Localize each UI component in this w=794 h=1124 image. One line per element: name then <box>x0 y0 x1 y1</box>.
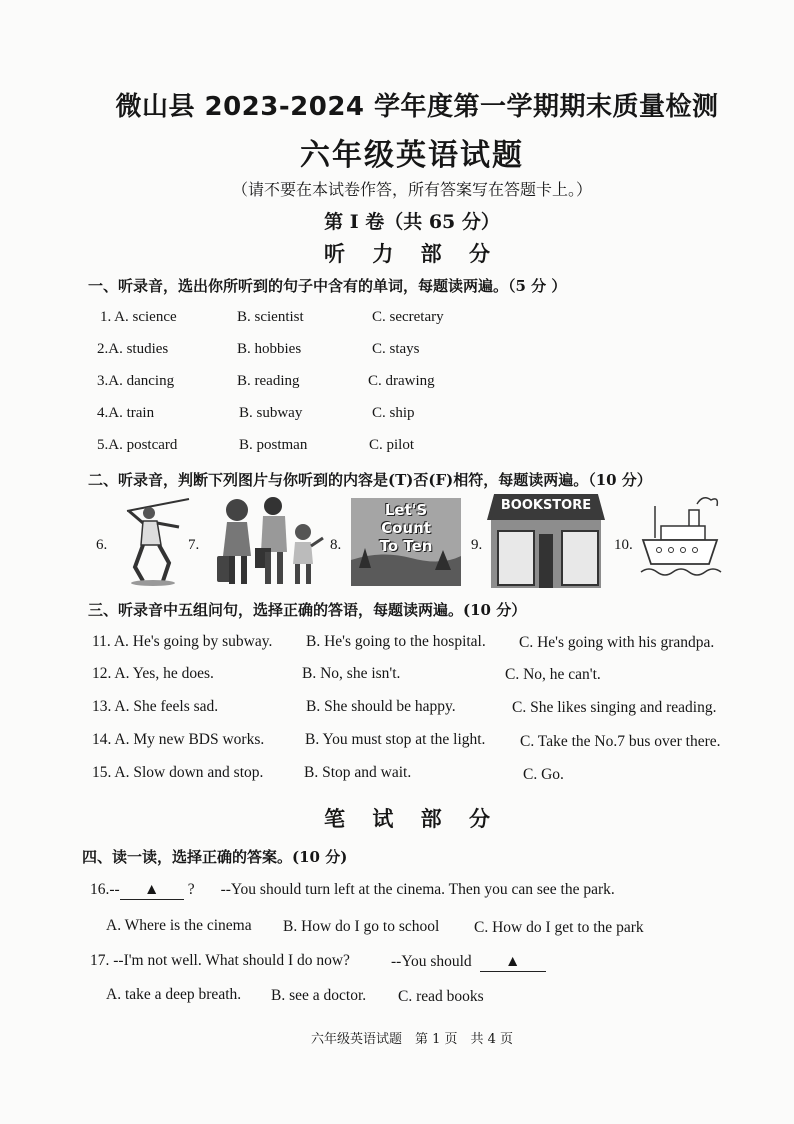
q12-option-a: 12. A. Yes, he does. <box>92 665 214 682</box>
q17-option-c: C. read books <box>398 988 484 1005</box>
q15-option-a: 15. A. Slow down and stop. <box>92 764 264 781</box>
q2-option-c: C. stays <box>372 341 420 357</box>
q14-option-a: 14. A. My new BDS works. <box>92 731 265 748</box>
q13-option-a: 13. A. She feels sad. <box>92 698 219 715</box>
q11-option-c: C. He's going with his grandpa. <box>519 634 715 651</box>
book-title-text <box>351 501 461 555</box>
section4-instruction: 四、读一读，选择正确的答案。(10 分) <box>82 848 348 866</box>
q5-option-b: B. postman <box>239 437 308 453</box>
bookstore-picture <box>487 494 605 588</box>
page-footer: 六年级英语试题 第 1 页 共 4 页 <box>310 1032 514 1047</box>
q16-question-mark: ? <box>187 881 195 898</box>
family-travel-picture <box>207 496 327 588</box>
q14-option-c: C. Take the No.7 bus over there. <box>520 733 721 750</box>
listening-heading: 听 力 部 分 <box>324 241 500 266</box>
q3-option-a: 3.A. dancing <box>97 373 175 389</box>
kung-fu-figure-picture <box>113 497 193 587</box>
q16-response: --You should turn left at the cinema. Then you can see the park. <box>220 881 615 898</box>
q11-option-a: 11. A. He's going by subway. <box>92 633 273 650</box>
q17-answer-blank: ▲ <box>480 953 546 972</box>
book-title-line: To Ten <box>379 537 433 555</box>
book-title-line: Count <box>381 519 431 537</box>
q4-option-b: B. subway <box>239 405 303 421</box>
bookstore-sign-text: BOOKSTORE <box>500 498 592 513</box>
q16-option-b: B. How do I go to school <box>283 918 440 935</box>
picture-6-number: 6. <box>96 537 108 553</box>
answer-note: （请不要在本试卷作答，所有答案写在答题卡上。） <box>231 180 592 199</box>
q12-option-c: C. No, he can't. <box>505 666 601 683</box>
q16-answer-blank: ▲ <box>120 881 184 900</box>
picture-10-number: 10. <box>614 537 633 553</box>
q16-prefix: 16.-- <box>90 881 120 898</box>
section2-instruction: 二、听录音，判断下列图片与你听到的内容是(T)否(F)相符，每题读两遍。（10 分） <box>88 471 652 489</box>
q13-option-c: C. She likes singing and reading. <box>512 699 717 716</box>
q17-answer-prefix: --You should <box>391 953 472 970</box>
q15-option-c: C. Go. <box>523 766 564 783</box>
q1-option-a: 1. A. science <box>100 309 177 325</box>
q14-option-b: B. You must stop at the light. <box>305 731 486 748</box>
q17-answer-line <box>391 953 546 972</box>
q4-option-c: C. ship <box>372 405 415 421</box>
q17-question: 17. --I'm not well. What should I do now? <box>90 952 350 969</box>
q1-option-b: B. scientist <box>237 309 304 325</box>
q3-option-b: B. reading <box>237 373 300 389</box>
lets-count-to-ten-book-picture <box>351 498 461 586</box>
picture-9-number: 9. <box>471 537 483 553</box>
section1-instruction: 一、听录音，选出你所听到的句子中含有的单词，每题读两遍。（5 分 ） <box>88 277 567 295</box>
picture-8-number: 8. <box>330 537 342 553</box>
written-heading: 笔 试 部 分 <box>324 806 500 831</box>
q17-option-b: B. see a doctor. <box>271 987 367 1004</box>
q15-option-b: B. Stop and wait. <box>304 764 412 781</box>
section3-instruction: 三、听录音中五组问句，选择正确的答语，每题读两遍。(10 分） <box>88 601 527 619</box>
q17-option-a: A. take a deep breath. <box>106 986 242 1003</box>
volume-heading: 第 I 卷（共 65 分） <box>324 211 500 233</box>
q4-option-a: 4.A. train <box>97 405 155 421</box>
bookstore-door <box>539 534 553 588</box>
q2-option-a: 2.A. studies <box>97 341 169 357</box>
q16-option-a: A. Where is the cinema <box>106 917 252 934</box>
exam-title: 微山县 2023-2024 学年度第一学期期末质量检测 <box>115 92 719 122</box>
q1-option-c: C. secretary <box>372 309 444 325</box>
q11-option-b: B. He's going to the hospital. <box>306 633 486 650</box>
ship-picture <box>637 492 723 588</box>
q12-option-b: B. No, she isn't. <box>302 665 401 682</box>
exam-subtitle: 六年级英语试题 <box>300 138 524 173</box>
picture-7-number: 7. <box>188 537 200 553</box>
bookstore-window-right <box>561 530 599 586</box>
q16-option-c: C. How do I get to the park <box>474 919 644 936</box>
book-title-line: Let'S <box>384 501 428 519</box>
q5-option-a: 5.A. postcard <box>97 437 178 453</box>
q3-option-c: C. drawing <box>368 373 435 389</box>
q2-option-b: B. hobbies <box>237 341 302 357</box>
q16-line <box>90 881 615 900</box>
q5-option-c: C. pilot <box>369 437 415 453</box>
q13-option-b: B. She should be happy. <box>306 698 456 715</box>
bookstore-window-left <box>497 530 535 586</box>
